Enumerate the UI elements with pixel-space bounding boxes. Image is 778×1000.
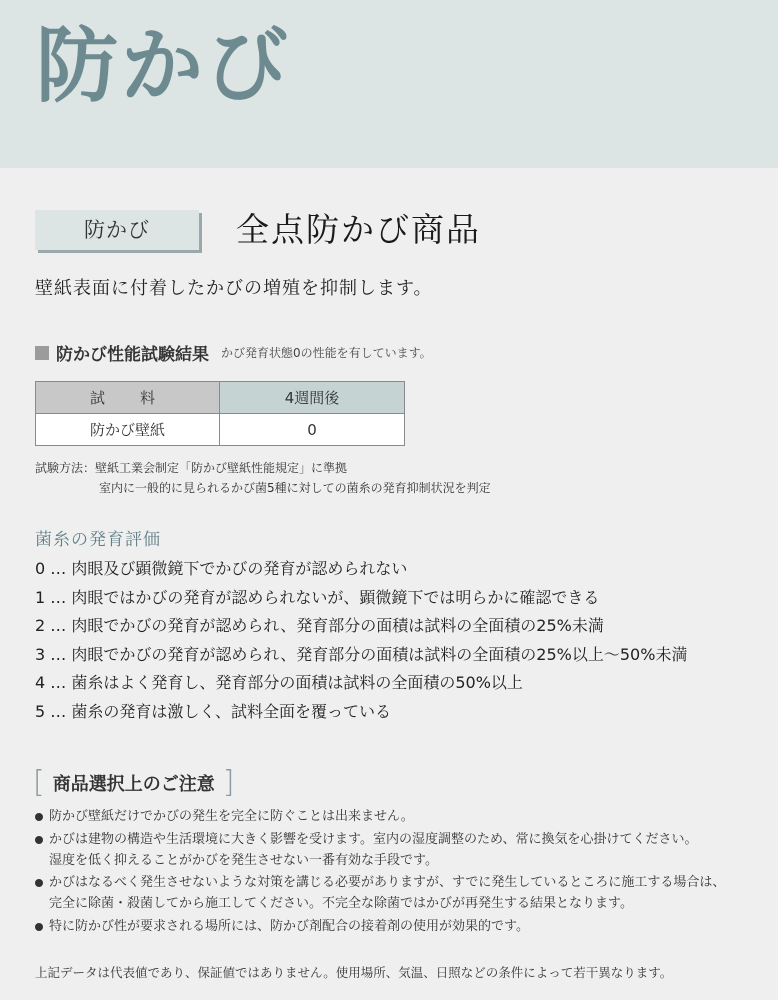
footer-disclaimer: 上記データは代表値であり、保証値ではありません。使用場所、気温、日照などの条件によって若干異なります。 xyxy=(35,965,673,980)
list-item: 0 … 肉眼及び顕微鏡下でかびの発育が認められない xyxy=(35,559,408,578)
list-item: 3 … 肉眼でかびの発育が認められ、発育部分の面積は試料の全面積の25%以上〜50%未満 xyxy=(35,644,688,664)
test-method xyxy=(35,458,491,498)
list-item: 5 … 菌糸の発育は激しく、試料全面を覆っている xyxy=(35,701,392,721)
table-header-sample: 試 料 xyxy=(36,382,220,414)
caution-text: 完全に除菌・殺菌してから施工してください。不完全な除菌ではかびが再発生する結果となります。 xyxy=(49,896,633,911)
headline: 全点防かび商品 xyxy=(236,210,481,249)
list-item xyxy=(33,872,725,914)
table-header-4weeks: 4週間後 xyxy=(220,382,405,414)
list-item: 1 … 肉眼ではかびの発育が認められないが、顕微鏡下では明らかに確認できる xyxy=(35,587,600,607)
test-results-note: かび発育状態0の性能を有しています。 xyxy=(221,346,432,360)
caution-title: 商品選択上のご注意 xyxy=(52,774,215,795)
test-results-heading xyxy=(35,340,432,365)
bullet-icon xyxy=(35,836,43,844)
caution-text: 湿度を低く抑えることがかびを発生させない一番有効な手段です。 xyxy=(49,852,438,868)
list-item: 4 … 菌糸はよく発育し、発育部分の面積は試料の全面積の50%以上 xyxy=(35,673,523,693)
list-item: 2 … 肉眼でかびの発育が認められ、発育部分の面積は試料の全面積の25%未満 xyxy=(35,616,604,636)
evaluation-title: 菌糸の発育評価 xyxy=(35,530,161,550)
bullet-icon xyxy=(35,923,43,931)
table-header-row xyxy=(36,382,405,414)
test-results-table xyxy=(35,381,405,446)
evaluation-list xyxy=(35,555,687,727)
caution-text: かびは建物の構造や生活環境に大きく影響を受けます。室内の湿度調整のため、常に換気を心掛けてください。 xyxy=(49,831,698,847)
list-item xyxy=(33,806,725,827)
list-item xyxy=(33,829,725,871)
lead-text: 壁紙表面に付着したかびの増殖を抑制します。 xyxy=(35,278,433,299)
page-title: 防かび xyxy=(36,19,292,114)
caution-text: かびはなるべく発生させないような対策を講じる必要がありますが、すでに発生しているところに施工する場合は、 xyxy=(49,875,726,890)
bracket-open: [ xyxy=(33,765,45,800)
table-cell-sample: 防かび壁紙 xyxy=(36,414,220,446)
table-row xyxy=(36,414,405,446)
hero-banner xyxy=(0,0,778,168)
caution-text: 防かび壁紙だけでかびの発生を完全に防ぐことは出来ません。 xyxy=(49,809,414,824)
square-bullet-icon xyxy=(35,346,49,360)
caution-text: 特に防かび性が要求される場所には、防かび剤配合の接着剤の使用が効果的です。 xyxy=(49,918,529,934)
category-badge: 防かび xyxy=(35,210,199,250)
bracket-close: ] xyxy=(222,765,235,800)
bullet-icon xyxy=(35,879,43,887)
list-item xyxy=(33,916,725,937)
test-method-line-1: 試験方法：壁紙工業会制定「防かび壁紙性能規定」に準拠 xyxy=(35,461,348,475)
table-cell-result: 0 xyxy=(220,414,405,446)
caution-heading xyxy=(33,765,235,800)
bullet-icon xyxy=(35,813,43,821)
test-method-line-2: 室内に一般的に見られるかび菌5種に対しての菌糸の発育抑制状況を判定 xyxy=(99,481,491,495)
test-results-title: 防かび性能試験結果 xyxy=(56,345,209,365)
caution-list xyxy=(33,806,725,938)
